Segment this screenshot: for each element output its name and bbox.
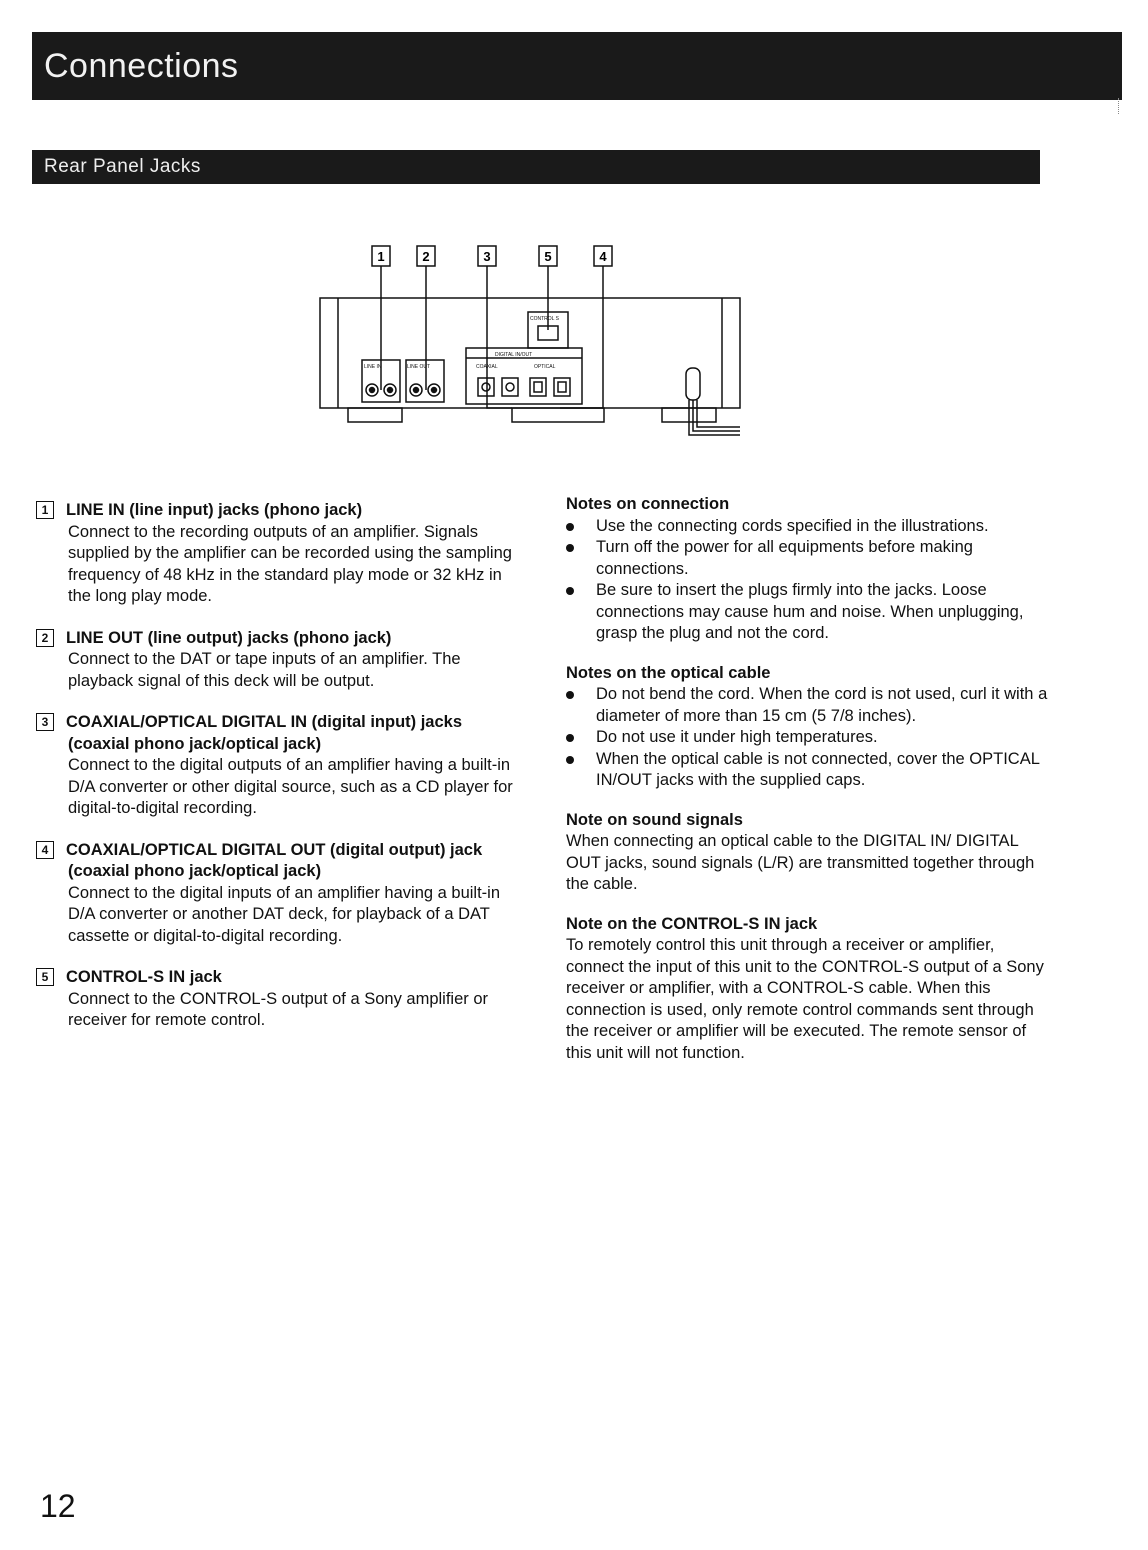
notes-on-optical-cable <box>566 663 1051 792</box>
item-title: LINE IN (line input) jacks (phono jack) <box>66 501 363 519</box>
line-out-jacks <box>410 384 440 396</box>
item-number-badge: 4 <box>36 841 54 859</box>
label-digital: DIGITAL IN/OUT <box>495 352 533 358</box>
note-title: Notes on connection <box>566 495 730 513</box>
item-control-s <box>36 967 526 1032</box>
item-digital-in <box>36 712 526 820</box>
label-coaxial: COAXIAL <box>476 364 498 370</box>
item-line-in <box>36 500 526 608</box>
note-title: Note on sound signals <box>566 810 743 829</box>
item-title: COAXIAL/OPTICAL DIGITAL IN (digital input) jacks <box>66 713 463 731</box>
list-item: Be sure to insert the plugs firmly into the jacks. Loose connections may cause hum and noise. When unplugging, grasp the plug and not the cord. <box>566 580 1051 645</box>
note-on-control-s <box>566 914 1051 1065</box>
note-on-sound-signals <box>566 810 1051 896</box>
item-title: LINE OUT (line output) jacks (phono jack) <box>66 628 392 647</box>
callout-1 <box>372 246 390 266</box>
list-item: Do not use it under high temperatures. <box>566 727 1051 749</box>
item-subtitle: (coaxial phono jack/optical jack) <box>68 862 322 880</box>
label-optical: OPTICAL <box>534 364 556 370</box>
note-body: To remotely control this unit through a receiver or amplifier, connect the input of this unit to the CONTROL-S output of a Sony receiver or amplifier, with a CONTROL-S cable. When this connection is used, only remote control commands sent through the receiver or amplifier will be executed. The remote sensor of this unit will not function. <box>566 936 1044 1062</box>
right-column <box>566 494 1051 1082</box>
note-title: Notes on the optical cable <box>566 663 771 682</box>
item-body: Connect to the DAT or tape inputs of an amplifier. The playback signal of this deck will be output. <box>68 650 461 690</box>
section-heading: Rear Panel Jacks <box>32 150 1040 184</box>
list-item: Turn off the power for all equipments before making connections. <box>566 537 1051 580</box>
item-digital-out <box>36 840 526 948</box>
rear-panel-diagram <box>0 230 1148 450</box>
item-title: COAXIAL/OPTICAL DIGITAL OUT (digital output) jack <box>66 840 483 859</box>
item-number-badge: 5 <box>36 968 54 986</box>
callout-3 <box>478 246 496 266</box>
item-line-out <box>36 628 526 693</box>
svg-text:1: 1 <box>377 249 385 264</box>
svg-text:3: 3 <box>483 249 491 264</box>
left-column <box>36 500 526 1052</box>
item-number-badge: 1 <box>36 501 54 519</box>
note-title: Note on the CONTROL-S IN jack <box>566 914 818 933</box>
callout-5 <box>539 246 557 266</box>
item-body: Connect to the recording outputs of an amplifier. Signals supplied by the amplifier can be recorded using the sampling frequency of 48 kHz in the standard play mode or 32 kHz in the long play mode. <box>68 522 512 605</box>
svg-text:5: 5 <box>544 249 552 264</box>
callout-2 <box>417 246 435 266</box>
item-title: CONTROL-S IN jack <box>66 968 222 986</box>
item-number-badge: 2 <box>36 629 54 647</box>
label-line-out: LINE OUT <box>407 364 431 370</box>
page-number: 12 <box>40 1488 76 1524</box>
digital-jacks <box>478 378 570 396</box>
edge-mark <box>1118 98 1120 114</box>
item-body: Connect to the CONTROL-S output of a Sony amplifier or receiver for remote control. <box>68 989 489 1029</box>
item-body: Connect to the digital outputs of an amplifier having a built-in D/A converter or other digital source, such as a CD player for digital-to-digital recording. <box>68 756 513 817</box>
label-line-in: LINE IN <box>364 364 382 370</box>
svg-text:2: 2 <box>422 249 430 264</box>
svg-text:4: 4 <box>599 249 607 264</box>
list-item: When the optical cable is not connected, cover the OPTICAL IN/OUT jacks with the supplied caps. <box>566 749 1051 792</box>
label-control-s: CONTROL S <box>530 316 559 322</box>
item-subtitle: (coaxial phono jack/optical jack) <box>68 734 322 753</box>
note-body: When connecting an optical cable to the DIGITAL IN/ DIGITAL OUT jacks, sound signals (L/R) are transmitted together through the cable. <box>566 832 1035 893</box>
page-title: Connections <box>32 32 1122 100</box>
callout-4 <box>594 246 612 266</box>
list-item: Use the connecting cords specified in the illustrations. <box>566 516 1051 538</box>
item-number-badge: 3 <box>36 713 54 731</box>
power-cord <box>686 368 740 435</box>
list-item: Do not bend the cord. When the cord is not used, curl it with a diameter of more than 15 cm (5 7/8 inches). <box>566 684 1051 727</box>
item-body: Connect to the digital inputs of an amplifier having a built-in D/A converter or another DAT deck, for playback of a DAT cassette or digital-to-digital recording. <box>68 883 501 945</box>
notes-on-connection <box>566 494 1051 645</box>
